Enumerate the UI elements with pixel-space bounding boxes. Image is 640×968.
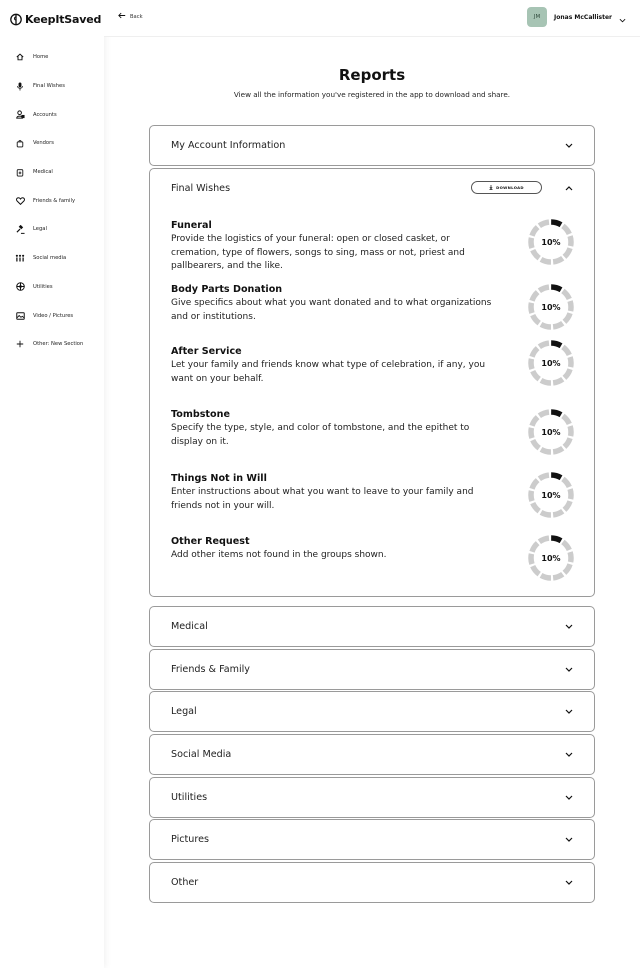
accordion-title: Social Media	[171, 749, 232, 760]
sidebar-item-label: Medical	[33, 169, 53, 176]
top-bar	[104, 0, 640, 37]
user-name: Jonas McCallister	[554, 13, 612, 21]
accordion-other	[149, 862, 595, 903]
download-icon	[489, 185, 493, 191]
report-item-tombstone[interactable]	[171, 409, 571, 449]
microphone-icon	[15, 81, 25, 91]
report-item-description: Let your family and friends know what type of celebration, if any, you want on your behalf.	[171, 360, 486, 384]
accordion-medical	[149, 606, 595, 647]
report-item-title: Other Request	[171, 536, 250, 547]
sidebar-item-label: Accounts	[33, 111, 57, 118]
gavel-icon	[15, 224, 25, 234]
report-item-description: Provide the logistics of your funeral: open or closed casket, or cremation, type of flowers, songs to sing, mass or not, priest and pallbearers, and the like.	[171, 234, 465, 271]
chevron-down-icon	[564, 707, 573, 716]
accordion-header[interactable]	[150, 735, 594, 774]
report-item-description: Give specifics about what you want donated and to what organizations and or institutions.	[171, 298, 492, 322]
page-subtitle: View all the information you've registered in the app to download and share.	[233, 90, 511, 99]
accordion-final-wishes	[149, 168, 595, 597]
accordion-legal	[149, 691, 595, 732]
progress-percent: 10%	[541, 358, 561, 368]
report-item-description: Add other items not found in the groups shown.	[171, 550, 387, 560]
sidebar-item-label: Social media	[33, 255, 67, 262]
progress-percent: 10%	[541, 490, 561, 500]
report-item-title: Things Not in Will	[171, 473, 267, 484]
sidebar-item-video-pictures[interactable]	[0, 301, 104, 330]
accordion-header[interactable]	[150, 126, 594, 165]
sidebar-item-label: Other: New Section	[33, 341, 84, 348]
image-icon	[15, 311, 25, 321]
progress-percent: 10%	[541, 427, 561, 437]
sidebar-item-label: Utilities	[33, 283, 53, 290]
back-label: Back	[130, 13, 143, 20]
accordion-title: Medical	[171, 621, 208, 632]
chevron-up-icon	[564, 184, 573, 193]
chevron-down-icon	[564, 878, 573, 887]
chevron-down-icon	[564, 141, 573, 150]
progress-percent: 10%	[541, 237, 561, 247]
accordion-title: Utilities	[171, 792, 208, 803]
page-title: Reports	[338, 66, 406, 84]
sidebar-item-label: Home	[33, 54, 49, 61]
app-name: KeepItSaved	[25, 12, 102, 26]
sidebar-item-legal[interactable]	[0, 215, 104, 244]
user-menu[interactable]	[527, 7, 626, 27]
sidebar-item-accounts[interactable]	[0, 100, 104, 129]
download-label: DOWNLOAD	[496, 185, 524, 190]
chevron-down-icon	[564, 622, 573, 631]
progress-ring	[527, 218, 575, 266]
sidebar-item-utilities[interactable]	[0, 273, 104, 302]
medical-icon	[15, 167, 25, 177]
sidebar-item-vendors[interactable]	[0, 129, 104, 158]
back-button[interactable]	[118, 12, 143, 21]
sidebar-item-medical[interactable]	[0, 158, 104, 187]
accordion-social-media	[149, 734, 595, 775]
bag-icon	[15, 138, 25, 148]
accordion-title: Pictures	[171, 834, 209, 845]
sidebar-item-label: Friends & family	[33, 197, 76, 204]
report-item-description: Specify the type, style, and color of tombstone, and the epithet to display on it.	[171, 423, 470, 447]
accounts-icon	[15, 110, 25, 120]
sidebar-item-home[interactable]	[0, 43, 104, 72]
accordion-utilities	[149, 777, 595, 818]
report-item-after-service[interactable]	[171, 346, 571, 386]
report-item-title: Funeral	[171, 220, 212, 231]
accordion-title: Legal	[171, 706, 197, 717]
progress-ring	[527, 339, 575, 387]
progress-ring	[527, 471, 575, 519]
sidebar-item-label: Final Wishes	[33, 83, 65, 90]
report-item-other-request[interactable]	[171, 536, 571, 563]
accordion-title: Final Wishes	[171, 183, 231, 194]
accordion-title: Other	[171, 877, 199, 888]
sidebar-item-label: Vendors	[33, 140, 54, 147]
accordion-friends-family	[149, 649, 595, 690]
sidebar-item-label: Video / Pictures	[33, 312, 74, 319]
accordion-header[interactable]	[150, 820, 594, 859]
arrow-left-icon	[118, 12, 126, 21]
sidebar-item-friends-family[interactable]	[0, 186, 104, 215]
accordion-title: My Account Information	[171, 140, 286, 151]
chevron-down-icon	[619, 8, 626, 27]
avatar: JM	[527, 7, 547, 27]
app-logo[interactable]	[10, 12, 101, 26]
sidebar-item-label: Legal	[33, 226, 47, 233]
chevron-down-icon	[564, 835, 573, 844]
progress-percent: 10%	[541, 553, 561, 563]
report-item-things-not-in-will[interactable]	[171, 473, 571, 513]
progress-percent: 10%	[541, 302, 561, 312]
report-item-body-parts-donation[interactable]	[171, 284, 571, 324]
heart-icon	[15, 196, 25, 206]
progress-ring	[527, 408, 575, 456]
chevron-down-icon	[564, 793, 573, 802]
accordion-header[interactable]	[150, 863, 594, 902]
chevron-down-icon	[564, 750, 573, 759]
sidebar	[0, 0, 104, 968]
report-item-title: Tombstone	[171, 409, 230, 420]
sidebar-item-other-new-section[interactable]	[0, 330, 104, 359]
accordion-my-account-information	[149, 125, 595, 166]
progress-ring	[527, 534, 575, 582]
people-icon	[15, 253, 25, 263]
sidebar-nav	[0, 43, 104, 359]
accordion-title: Friends & Family	[171, 664, 250, 675]
chevron-down-icon	[564, 665, 573, 674]
report-item-title: Body Parts Donation	[171, 284, 283, 295]
accordion-header[interactable]	[150, 778, 594, 817]
progress-ring	[527, 283, 575, 331]
sidebar-item-social-media[interactable]	[0, 244, 104, 273]
accordion-header[interactable]	[150, 692, 594, 731]
report-item-title: After Service	[171, 346, 242, 357]
report-item-funeral[interactable]	[171, 220, 571, 274]
sidebar-item-final-wishes[interactable]	[0, 72, 104, 101]
accordion-header[interactable]	[150, 650, 594, 689]
logo-icon	[10, 12, 22, 26]
plus-icon	[15, 339, 25, 349]
utilities-icon	[15, 282, 25, 292]
accordion-pictures	[149, 819, 595, 860]
home-icon	[15, 52, 25, 62]
report-item-description: Enter instructions about what you want to leave to your family and friends not in your will.	[171, 487, 474, 511]
accordion-header[interactable]	[150, 607, 594, 646]
download-button[interactable]	[471, 181, 542, 194]
